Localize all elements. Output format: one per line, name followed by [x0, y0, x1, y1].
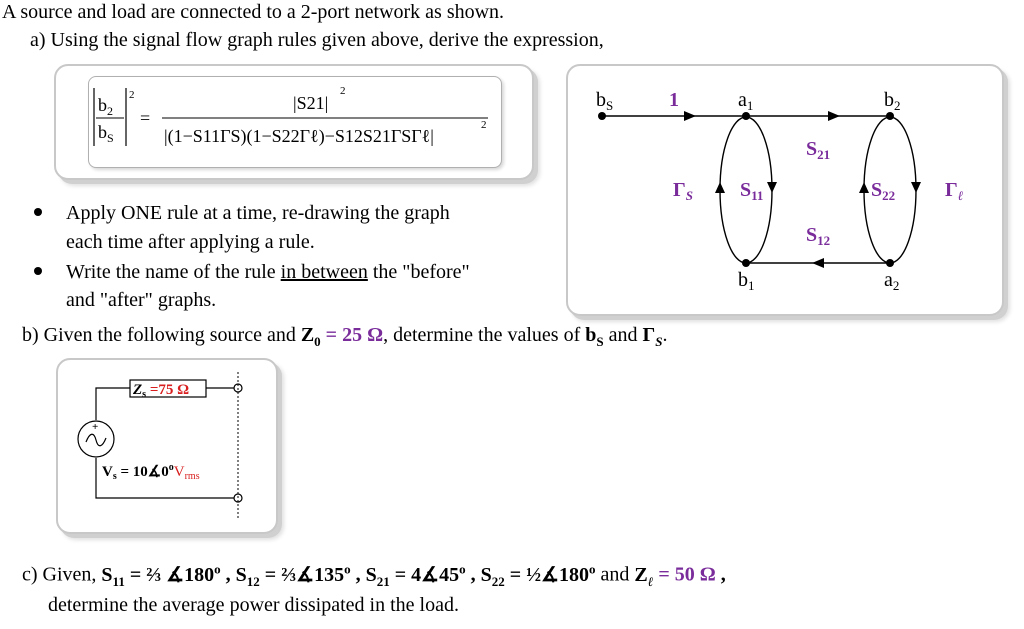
arrow-head [911, 182, 921, 193]
label-a2: $a_2$ [884, 269, 900, 293]
equation-svg [88, 76, 500, 166]
node-a1 [742, 112, 750, 120]
label-gamma-s: $\Gamma_S$ [673, 179, 693, 203]
intro-text: A source and load are connected to a 2-port network as shown. [2, 1, 505, 23]
label-bs: $b_S$ [596, 89, 614, 113]
bullet-2-line1: Write the name of the rule in between the "before" [66, 261, 470, 283]
label-gamma-l: $\Gamma_\ell$ [945, 179, 964, 203]
plus-sign: + [92, 421, 99, 433]
lhs-exponent: 2 [129, 89, 135, 101]
bullet-dot [34, 267, 42, 275]
arrow-head [828, 111, 840, 121]
rhs-denominator: |(1−S11ΓS)(1−S22Γℓ)−S12S21ΓSΓℓ| [164, 126, 434, 146]
label-s22: $S_{22}$ [871, 179, 896, 203]
label-s12: $S_{12}$ [806, 224, 831, 248]
label-gain-one: 1 [669, 89, 679, 111]
label-b2: $b_2$ [884, 89, 901, 113]
rhs-numerator: |S21| [293, 93, 329, 113]
zs-label: $Z_s =75$ Ω [133, 382, 190, 400]
arrow-head [767, 182, 777, 193]
signal-flow-graph [566, 64, 1004, 316]
source-circuit [56, 358, 278, 534]
bullet-dot [34, 208, 42, 216]
arrow-head [859, 182, 869, 193]
node-bs [598, 112, 606, 120]
equals-sign: = [140, 108, 151, 128]
arrow-head [684, 111, 696, 121]
lhs-denominator: $b_S$ [98, 122, 114, 145]
bullet-1-line1: Apply ONE rule at a time, re-drawing the graph [66, 202, 450, 224]
label-a1: $a_1$ [738, 89, 754, 113]
lhs-numerator: $b_2$ [98, 95, 113, 118]
node-b1 [742, 259, 750, 267]
rhs-den-exponent: 2 [481, 119, 487, 131]
arrow-head [715, 182, 725, 193]
bullet-1-line2: each time after applying a rule. [66, 231, 315, 253]
vs-label: $V_s$ = $10∡0^oV_{rms}$ [102, 462, 200, 482]
node-a2 [886, 259, 894, 267]
part-b-prompt: b) Given the following source and $Z_0 = 25$ Ω, determine the values of $b_S$ and $\Gamma_S$. [22, 324, 668, 349]
node-b2 [886, 112, 894, 120]
arrow-head [812, 258, 824, 268]
part-a-prompt: a) Using the signal flow graph rules given above, derive the expression, [30, 29, 604, 51]
part-c-line2: determine the average power dissipated in the load. [48, 594, 459, 616]
label-s11: $S_{11}$ [740, 179, 764, 203]
rhs-num-exponent: 2 [340, 85, 346, 97]
bullet-2-line2: and "after" graphs. [66, 289, 217, 311]
label-s21: $S_{21}$ [806, 138, 831, 162]
part-c-line1: c) Given, $S_{11}$ = ⅔ ∡180$^o$ , $S_{12}$ = $\frac{2}{3}∡135^o$ , $S_{21}$ = $4∡45^o$ , $S_{22}$ = $\frac{1}{2}∡180^o$ and $Z_\ell = 50$ Ω , [22, 561, 726, 589]
label-b1: $b_1$ [738, 269, 755, 293]
